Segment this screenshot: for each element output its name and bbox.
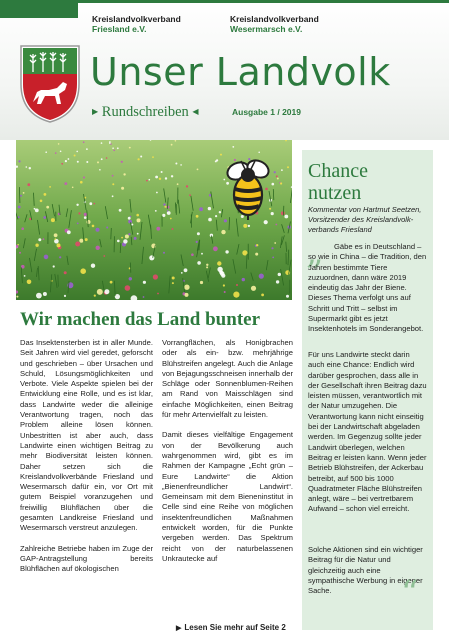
read-more-link[interactable] xyxy=(176,623,286,632)
triangle-left-icon: ◀ xyxy=(192,107,199,116)
sidebar-title-line2: nutzen xyxy=(308,182,362,204)
org-friesland-line1: Kreislandvolkverband xyxy=(92,14,181,24)
article-column-2 xyxy=(162,338,293,574)
sidebar-title xyxy=(308,160,368,204)
article-paragraph: Zahlreiche Betriebe haben im Zuge der GAP-Antragstellung bereits Blühflächen auf ökologischen xyxy=(20,543,153,574)
org-friesland xyxy=(92,14,181,34)
sidebar-paragraph-1: Gäbe es in Deutschland – so wie in China – die Tradition, den Jahren bestimmte Tiere zuzuordnen, dann wäre 2019 eindeutig das Jahr der Biene. Dieses Thema verfolgt uns auf Schritt und Tritt – selbst im Supermarkt gibt es jetzt Insektenhotels im Sonderangebot. xyxy=(308,242,427,334)
arrow-right-icon: ▶ xyxy=(176,625,182,632)
triangle-right-icon: ▶ xyxy=(92,107,99,116)
sidebar-title-line1: Chance xyxy=(308,160,368,182)
read-more-text: Lesen Sie mehr auf Seite 2 xyxy=(184,623,286,632)
sidebar-paragraph-3: Solche Aktionen sind ein wichtiger Beitrag für die Natur und gleichzeitig auch eine sympathische Werbung in eigener Sache. xyxy=(308,545,423,596)
article-column-1 xyxy=(20,338,153,585)
org-wesermarsch-line1: Kreislandvolkverband xyxy=(230,14,319,24)
article-paragraph: Damit dieses vielfältige Engagement von der Bevölkerung auch wahrgenommen wird, gibt es im Rahmen der Kampagne „Echt grün – Eure Landwirte“ die Aktion „Bienenfreundlicher Landwirt“. Gemeinsam mit dem Bieneninstitut in Celle sind eine Reihe von möglichen insektenfreundlichen Maßnahmen entwickelt worden, für die Punkte vergeben werden. Das Spektrum reicht von der naturbelassenen Unkrautecke auf xyxy=(162,430,293,563)
sidebar-paragraph-2: Für uns Landwirte steckt darin auch eine Chance: Endlich wird darüber gesprochen, dass alle in der Gesellschaft ihren Beitrag dazu leisten müssen, verantwortlich mit der Natur umzugehen. Die Verantwortung kann nicht einseitig bei der Landwirtschaft abgeladen werden. Im Gegenzug sollte jeder Landwirt überlegen, welchen Beitrag er leisten kann. Wenn jeder Betrieb Blühstreifen, der Ackerbau betreibt, auf 500 bis 1000 Quadratmeter Fläche Blühstreifen anlegt, wäre – bei vertretbarem Aufwand – schon viel erreicht. xyxy=(308,350,427,514)
bee-icon xyxy=(222,155,274,221)
issue-number: Ausgabe 1 / 2019 xyxy=(232,107,301,117)
newsletter-title: Unser Landvolk xyxy=(90,50,391,94)
sidebar-byline: Kommentar von Hartmut Seetzen, Vorsitzender des Kreislandvolk-verbands Friesland xyxy=(308,205,422,234)
quote-open-mark: „ xyxy=(306,232,324,272)
article-headline: Wir machen das Land bunter xyxy=(20,309,261,330)
subtitle-text: Rundschreiben xyxy=(101,104,189,120)
newsletter-subtitle xyxy=(92,104,199,121)
corner-accent xyxy=(0,0,78,18)
org-wesermarsch xyxy=(230,14,319,34)
coat-of-arms-icon xyxy=(19,44,81,124)
article-paragraph: Das Insektensterben ist in aller Munde. Seit Jahren wird viel geredet, geforscht und geschrieben – über Ursachen und Schuld, Lösungsmöglichkeiten und Verbote. Viele Aspekte spielen bei der Entwicklung eine Rolle, und es ist klar, dass Landwirte weder die alleinige Verantwortung tragen, noch das Problem alleine lösen können. Unbestritten ist aber auch, dass Landwirte einen wichtigen Beitrag zu mehr Biodiversität leisten können. Daher setzen sich die Kreislandvolkverbände Friesland und Wesermarsch dafür ein, vor Ort mit gutem Beispiel voranzugehen und freiwillig Blühflächen über die gesamten Landkreise Friesland und Wesermarsch verstreut anzulegen. xyxy=(20,338,153,533)
quote-close-mark: “ xyxy=(401,573,419,613)
org-wesermarsch-line2: Wesermarsch e.V. xyxy=(230,24,303,34)
org-friesland-line2: Friesland e.V. xyxy=(92,24,147,34)
article-paragraph: Vorrangflächen, als Honigbrachen oder als ein- bzw. mehrjährige Blühstreifen angelegt. Auch die Anlage von Bejagungsschneisen innerhalb der Schläge oder Sonnenblumen-Reihen am Rand von Maisschlägen sind einfache Möglichkeiten, einen Beitrag für mehr Artenvielfalt zu leisten. xyxy=(162,338,293,420)
